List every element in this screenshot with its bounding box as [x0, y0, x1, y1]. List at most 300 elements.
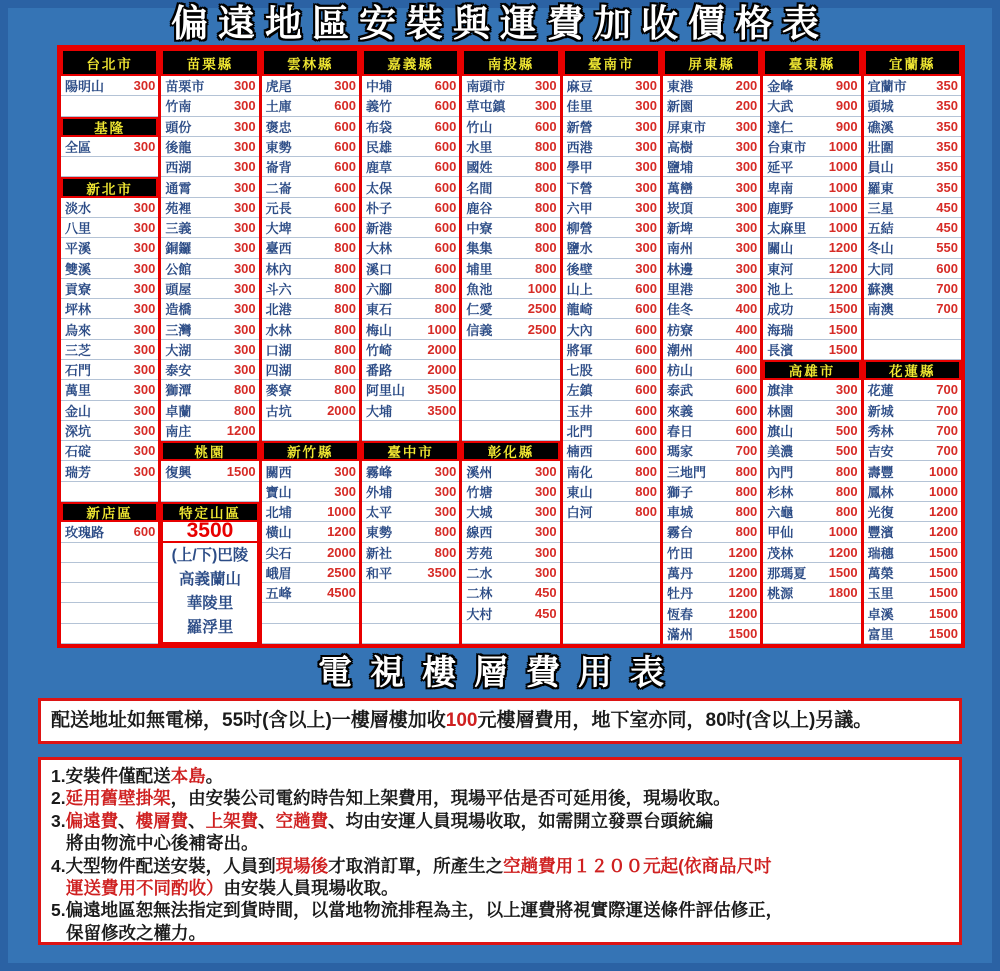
fee-cell [763, 522, 860, 542]
fee-cell [262, 340, 359, 360]
fee-amount: 1200 [828, 240, 858, 256]
fee-amount: 2500 [527, 321, 557, 337]
note-text: 保留修改之權力。 [66, 922, 206, 943]
empty-cell [864, 340, 961, 360]
place-name: 貢寮 [65, 281, 92, 297]
fee-amount: 300 [233, 159, 256, 175]
place-name: 山上 [566, 281, 593, 297]
place-name: 西港 [566, 139, 593, 155]
place-name: 芳苑 [466, 545, 493, 561]
place-name: 臺西 [265, 241, 292, 257]
fee-cell [161, 198, 258, 218]
fee-cell [161, 340, 258, 360]
place-name: 八里 [65, 221, 92, 237]
fee-amount: 300 [635, 159, 657, 175]
fee-cell [262, 482, 359, 502]
place-name: 旗津 [767, 383, 794, 399]
fee-amount: 300 [534, 98, 557, 114]
fee-amount: 400 [735, 341, 758, 357]
place-name: 峨眉 [265, 565, 292, 581]
fee-cell [864, 543, 961, 563]
fee-cell [362, 157, 459, 177]
fee-amount: 200 [735, 98, 758, 114]
fee-amount: 1000 [427, 321, 457, 337]
fee-cell [262, 319, 359, 339]
region-header-cell: 台北市 [61, 49, 158, 76]
fee-cell [563, 238, 660, 258]
place-name: 鳳林 [867, 484, 894, 500]
region-header-cell: 桃園 [161, 441, 258, 461]
note-line [51, 787, 949, 809]
fee-cell [864, 157, 961, 177]
fee-amount: 300 [334, 483, 356, 499]
fee-cell [262, 461, 359, 481]
place-name: 霧台 [666, 525, 693, 541]
fee-cell [61, 299, 158, 319]
place-name: 南澳 [867, 302, 894, 318]
special-zone-name-line: 華陵里 [186, 595, 234, 613]
note-text: 空趟費 [275, 810, 329, 831]
fee-amount: 300 [233, 220, 256, 236]
place-name: 竹南 [165, 99, 192, 115]
fee-amount: 1800 [828, 585, 858, 601]
fee-amount: 300 [735, 280, 758, 296]
place-name: 延平 [767, 160, 794, 176]
fee-amount: 600 [434, 260, 457, 276]
place-name: 南頭市 [466, 79, 506, 95]
fee-cell [864, 502, 961, 522]
fee-cell [663, 482, 760, 502]
place-name: 溪口 [365, 261, 392, 277]
place-name: 南州 [666, 241, 693, 257]
fee-amount: 300 [133, 422, 156, 438]
place-name: 蘇澳 [867, 281, 894, 297]
fee-amount: 1500 [828, 564, 858, 580]
fee-amount: 900 [835, 98, 858, 114]
fee-amount: 600 [334, 98, 356, 114]
fee-cell [262, 502, 359, 522]
empty-cell [462, 401, 559, 421]
fee-cell [663, 177, 760, 197]
place-name: 六龜 [767, 505, 794, 521]
fee-cell [763, 259, 860, 279]
fee-cell [362, 543, 459, 563]
place-name: 美濃 [767, 444, 794, 460]
fee-cell [462, 76, 559, 96]
fee-cell [563, 441, 660, 461]
place-name: 苑裡 [165, 200, 192, 216]
place-name: 淡水 [65, 200, 92, 216]
fee-amount: 300 [635, 78, 657, 94]
fee-cell [362, 563, 459, 583]
fee-amount: 300 [233, 301, 256, 317]
fee-amount: 600 [635, 280, 657, 296]
region-header-cell: 特定山區 [161, 502, 258, 522]
region-header-cell: 嘉義縣 [362, 49, 459, 76]
fee-cell [462, 522, 559, 542]
fee-cell [864, 299, 961, 319]
fee-cell [763, 461, 860, 481]
fee-amount: 300 [133, 280, 156, 296]
fee-amount: 300 [133, 138, 156, 154]
fee-cell [563, 401, 660, 421]
place-name: 內門 [767, 464, 794, 480]
fee-amount: 300 [233, 118, 256, 134]
fee-amount: 800 [835, 483, 858, 499]
place-name: 玉井 [566, 403, 593, 419]
fee-amount: 800 [334, 260, 356, 276]
place-name: 瑞穗 [867, 545, 894, 561]
fee-amount: 450 [936, 199, 958, 215]
fee-cell [262, 157, 359, 177]
fee-amount: 300 [133, 382, 156, 398]
place-name: 中寮 [466, 221, 493, 237]
place-name: 冬山 [867, 241, 894, 257]
place-name: 萬丹 [666, 565, 693, 581]
place-name: 造橋 [165, 302, 192, 318]
place-name: 枋山 [666, 363, 693, 379]
fee-amount: 700 [936, 443, 958, 459]
empty-cell [61, 563, 158, 583]
empty-cell [262, 603, 359, 623]
place-name: 崁頂 [666, 200, 693, 216]
fee-cell [362, 117, 459, 137]
fee-amount: 3500 [427, 564, 457, 580]
fee-amount: 1000 [828, 524, 858, 540]
fee-cell [563, 380, 660, 400]
place-name: 大武 [767, 99, 794, 115]
fee-amount: 350 [936, 159, 958, 175]
fee-amount: 300 [635, 179, 657, 195]
fee-cell [161, 401, 258, 421]
place-name: 茂林 [767, 545, 794, 561]
fee-amount: 300 [635, 220, 657, 236]
empty-cell [362, 421, 459, 441]
place-name: 阿里山 [365, 383, 405, 399]
fee-amount: 350 [936, 98, 958, 114]
place-name: 枋寮 [666, 322, 693, 338]
place-name: 水里 [466, 139, 493, 155]
fee-cell [161, 238, 258, 258]
fee-cell [763, 482, 860, 502]
fee-cell [864, 238, 961, 258]
place-name: 外埔 [365, 484, 392, 500]
region-header-cell: 臺南市 [563, 49, 660, 76]
fee-amount: 2000 [427, 362, 457, 378]
fee-amount: 800 [534, 260, 557, 276]
fee-cell [864, 441, 961, 461]
fee-cell [462, 299, 559, 319]
fee-cell [161, 117, 258, 137]
fee-cell [161, 421, 258, 441]
place-name: 屏東市 [666, 119, 706, 135]
place-name: 水林 [265, 322, 292, 338]
fee-amount: 600 [735, 402, 758, 418]
fee-amount: 600 [434, 138, 457, 154]
fee-cell [61, 238, 158, 258]
fee-cell [161, 137, 258, 157]
fee-cell [763, 401, 860, 421]
note-text: 偏遠費 [65, 810, 119, 831]
fee-cell [161, 76, 258, 96]
place-name: 全區 [65, 139, 92, 155]
fee-amount: 300 [133, 362, 156, 378]
note-text: 運送費用不同酌收） [66, 878, 224, 899]
fee-amount: 800 [635, 504, 657, 520]
place-name: 萬里 [65, 383, 92, 399]
fee-amount: 300 [133, 301, 156, 317]
fee-amount: 800 [735, 524, 758, 540]
fee-amount: 600 [334, 118, 356, 134]
empty-cell [61, 482, 158, 502]
fee-amount: 800 [334, 280, 356, 296]
fee-amount: 800 [735, 483, 758, 499]
fee-cell [61, 198, 158, 218]
place-name: 崙背 [265, 160, 292, 176]
place-name: 頭份 [165, 119, 192, 135]
place-name: 大城 [466, 505, 493, 521]
fee-cell [362, 461, 459, 481]
fee-cell [262, 198, 359, 218]
place-name: 泰安 [165, 363, 192, 379]
place-name: 鹽埔 [666, 160, 693, 176]
special-zone-name-line: (上/下)巴陵 [171, 547, 249, 565]
fee-amount: 350 [936, 78, 958, 94]
region-header-cell: 宜蘭縣 [864, 49, 961, 76]
note-line [51, 855, 949, 877]
place-name: 烏來 [65, 322, 92, 338]
fee-amount: 800 [334, 362, 356, 378]
place-name: 大同 [867, 261, 894, 277]
fee-cell [462, 259, 559, 279]
place-name: 光復 [867, 505, 894, 521]
fee-amount: 300 [233, 362, 256, 378]
fee-cell [763, 198, 860, 218]
fee-cell [161, 360, 258, 380]
place-name: 古坑 [265, 403, 292, 419]
fee-amount: 800 [534, 159, 557, 175]
place-name: 豐濱 [867, 525, 894, 541]
fee-amount: 600 [635, 321, 657, 337]
fee-cell [362, 279, 459, 299]
fee-cell [262, 238, 359, 258]
note-text: 空趟費用１２００元起(依商品尺吋 [503, 855, 772, 876]
place-name: 大林 [365, 241, 392, 257]
empty-cell [262, 421, 359, 441]
fee-cell [864, 76, 961, 96]
fee-cell [362, 218, 459, 238]
fee-cell [763, 583, 860, 603]
fee-cell [61, 401, 158, 421]
place-name: 將軍 [566, 342, 593, 358]
fee-cell [563, 502, 660, 522]
fee-cell [663, 279, 760, 299]
fee-cell [362, 482, 459, 502]
place-name: 達仁 [767, 119, 794, 135]
place-name: 萬巒 [666, 180, 693, 196]
fee-cell [763, 96, 860, 116]
place-name: 林園 [767, 403, 794, 419]
place-name: 新港 [365, 221, 392, 237]
place-name: 五峰 [265, 586, 292, 602]
fee-cell [663, 117, 760, 137]
fee-cell [462, 543, 559, 563]
note-text: 將由物流中心後補寄出。 [66, 833, 259, 854]
fee-cell [663, 76, 760, 96]
fee-cell [161, 177, 258, 197]
place-name: 霧峰 [365, 464, 392, 480]
place-name: 新城 [867, 403, 894, 419]
fee-cell [61, 218, 158, 238]
special-zone-price: 3500 [161, 522, 258, 542]
fee-cell [563, 461, 660, 481]
empty-cell [563, 624, 660, 644]
place-name: 國姓 [466, 160, 493, 176]
fee-cell [864, 461, 961, 481]
fee-cell [663, 198, 760, 218]
fee-amount: 1500 [929, 585, 958, 601]
place-name: 平溪 [65, 241, 92, 257]
tv-fee-title: 電視樓層費用表 [318, 654, 682, 692]
fee-cell [61, 319, 158, 339]
fee-cell [462, 137, 559, 157]
fee-amount: 600 [434, 179, 457, 195]
place-name: 義竹 [365, 99, 392, 115]
place-name: 礁溪 [867, 119, 894, 135]
empty-cell [763, 624, 860, 644]
note-line [51, 810, 949, 832]
fee-amount: 300 [534, 463, 557, 479]
fee-amount: 300 [635, 260, 657, 276]
fee-cell [864, 482, 961, 502]
empty-cell [462, 340, 559, 360]
place-name: 三灣 [165, 322, 192, 338]
place-name: 褒忠 [265, 119, 292, 135]
fee-amount: 4500 [327, 585, 356, 601]
place-name: 佳冬 [666, 302, 693, 318]
fee-cell [462, 198, 559, 218]
fee-cell [362, 96, 459, 116]
fee-amount: 300 [334, 78, 356, 94]
fee-amount: 300 [835, 402, 858, 418]
place-name: 春日 [666, 423, 693, 439]
place-name: 橫山 [265, 525, 292, 541]
fee-amount: 600 [635, 382, 657, 398]
fee-amount: 300 [534, 78, 557, 94]
place-name: 七股 [566, 363, 593, 379]
fee-amount: 1500 [226, 463, 256, 479]
place-name: 寶山 [265, 484, 292, 500]
place-name: 東勢 [265, 139, 292, 155]
place-name: 甲仙 [767, 525, 794, 541]
place-name: 虎尾 [265, 79, 292, 95]
fee-amount: 300 [735, 179, 758, 195]
fee-amount: 1500 [929, 625, 958, 641]
fee-cell [663, 319, 760, 339]
floor-fee-box [38, 698, 962, 744]
fee-amount: 1200 [226, 422, 256, 438]
fee-amount: 350 [936, 179, 958, 195]
fee-cell [61, 340, 158, 360]
fee-amount: 700 [936, 301, 958, 317]
fee-amount: 300 [233, 199, 256, 215]
place-name: 獅潭 [165, 383, 192, 399]
empty-cell [61, 543, 158, 563]
fee-amount: 600 [534, 118, 557, 134]
fee-amount: 450 [534, 585, 557, 601]
empty-cell [61, 583, 158, 603]
fee-cell [362, 198, 459, 218]
fee-cell [763, 421, 860, 441]
place-name: 鹿谷 [466, 200, 493, 216]
note-text: 上架費 [205, 810, 259, 831]
place-name: 海瑞 [767, 322, 794, 338]
fee-amount: 2500 [327, 564, 356, 580]
fee-amount: 600 [635, 402, 657, 418]
fee-cell [864, 421, 961, 441]
fee-cell [462, 157, 559, 177]
place-name: 花蓮 [867, 383, 894, 399]
empty-cell [563, 543, 660, 563]
fee-cell [262, 96, 359, 116]
fee-cell [362, 401, 459, 421]
fee-cell [663, 259, 760, 279]
note-text: 由安裝人員現場收取。 [223, 878, 399, 899]
fee-amount: 400 [735, 301, 758, 317]
place-name: 大村 [466, 606, 493, 622]
fee-cell [563, 96, 660, 116]
fee-cell [262, 218, 359, 238]
fee-amount: 700 [936, 280, 958, 296]
note-line [51, 922, 949, 944]
place-name: 二水 [466, 565, 493, 581]
fee-cell [864, 380, 961, 400]
place-name: 長濱 [767, 342, 794, 358]
place-name: 東河 [767, 261, 794, 277]
note-line [51, 877, 949, 899]
fee-amount: 300 [534, 564, 557, 580]
fee-amount: 600 [434, 240, 457, 256]
place-name: 東港 [666, 79, 693, 95]
place-name: 東山 [566, 484, 593, 500]
fee-amount: 1500 [929, 605, 958, 621]
place-name: 新埤 [666, 221, 693, 237]
fee-cell [61, 279, 158, 299]
fee-cell [763, 543, 860, 563]
fee-amount: 300 [735, 220, 758, 236]
empty-cell [362, 624, 459, 644]
region-header-cell: 基隆 [61, 117, 158, 137]
empty-cell [462, 624, 559, 644]
fee-cell [663, 502, 760, 522]
empty-cell [563, 583, 660, 603]
fee-amount: 600 [334, 220, 356, 236]
fee-amount: 800 [334, 240, 356, 256]
fee-cell [161, 319, 258, 339]
fee-amount: 200 [735, 78, 758, 94]
fee-cell [362, 137, 459, 157]
place-name: 南庄 [165, 423, 192, 439]
fee-cell [763, 137, 860, 157]
fee-amount: 300 [534, 483, 557, 499]
note-text: 樓層費 [135, 810, 189, 831]
fee-cell [864, 259, 961, 279]
place-name: 大埔 [365, 403, 392, 419]
fee-amount: 300 [133, 321, 156, 337]
notes-box [38, 757, 962, 945]
fee-cell [563, 157, 660, 177]
fee-cell [362, 522, 459, 542]
